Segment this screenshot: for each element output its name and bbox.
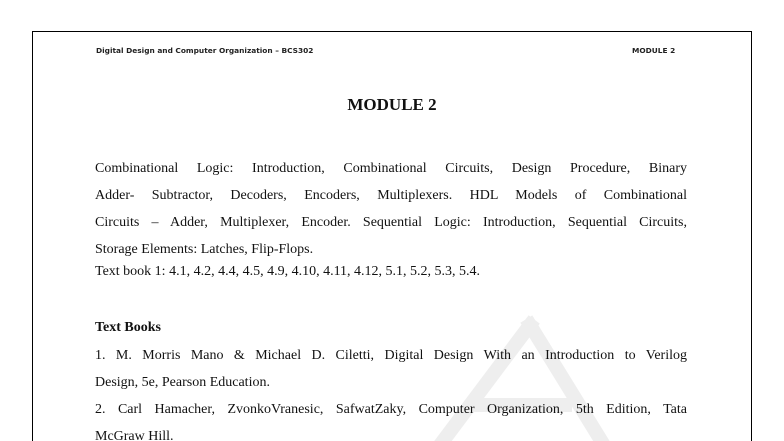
textbook-reference: Text book 1: 4.1, 4.2, 4.4, 4.5, 4.9, 4.10, 4.11, 4.12, 5.1, 5.2, 5.3, 5.4. [95,264,481,279]
syllabus-line: Adder- Subtractor, Decoders, Encoders, Multiplexers. HDL Models of Combinational [95,188,687,203]
page-title: MODULE 2 [347,95,437,114]
syllabus-paragraph [95,155,687,263]
syllabus-line: Circuits – Adder, Multiplexer, Encoder. Sequential Logic: Introduction, Sequential Circuits, [95,215,687,230]
text-book-line: Design, 5e, Pearson Education. [95,375,270,390]
text-book-line: McGraw Hill. [95,429,174,441]
syllabus-line: Combinational Logic: Introduction, Combinational Circuits, Design Procedure, Binary [95,161,687,176]
running-header-module: MODULE 2 [632,46,676,55]
syllabus-line: Storage Elements: Latches, Flip-Flops. [95,242,314,257]
text-book-line: 1. M. Morris Mano & Michael D. Ciletti, Digital Design With an Introduction to Verilog [95,348,687,363]
text-book-line: 2. Carl Hamacher, ZvonkoVranesic, SafwatZaky, Computer Organization, 5th Edition, Tata [95,402,687,417]
running-header-course: Digital Design and Computer Organization – BCS302 [96,46,314,55]
text-books-heading: Text Books [95,320,162,335]
text-books-list [95,342,687,441]
